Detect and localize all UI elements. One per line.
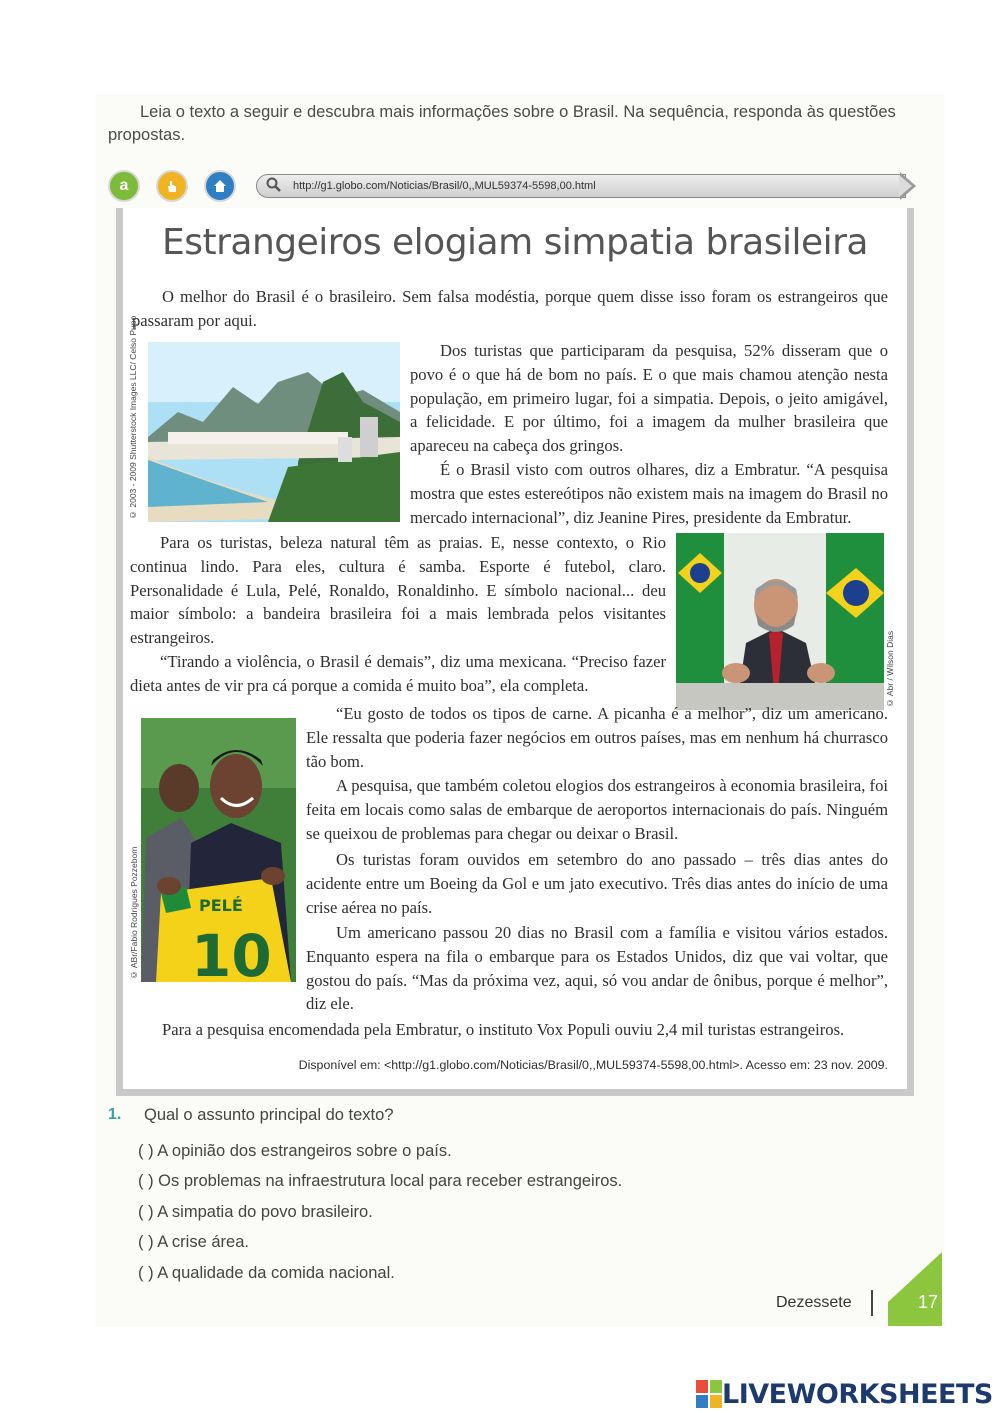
lula-photo-credit: © Abr / Wilson Dias (885, 630, 895, 708)
pele-photo-credit: © ABr/Fabio Rodrigues Pozzebom (129, 846, 139, 980)
page-word: Dezessete (776, 1294, 852, 1311)
intro-text: Leia o texto a seguir e descubra mais informações sobre o Brasil. Na sequência, responda às questões propostas. (108, 103, 896, 144)
liveworksheets-text: LIVEWORKSHEETS (722, 1378, 993, 1410)
search-icon (266, 177, 282, 193)
browser-bar (108, 166, 916, 208)
home-icon (204, 170, 236, 202)
page-number: 17 (918, 1292, 939, 1312)
url-text: http://g1.globo.com/Noticias/Brasil/0,,MUL59374-5598,00.html (293, 180, 596, 192)
article-paragraph-10: Para a pesquisa encomendada pela Embratur, o instituto Vox Populi ouviu 2,4 mil turistas estrangeiros. (162, 1020, 845, 1039)
article-paragraph-9: Um americano passou 20 dias no Brasil com a família e visitou vários estados. Enquanto espera na fila o embarque para os Estados Unidos, diz que vai voltar, que gostou do país. “Mas da próxima vez, aqui, só vou andar de ônibus, porque é melhor”, diz ele. (306, 923, 888, 1014)
source-citation: Disponível em: <http://g1.globo.com/Noticias/Brasil/0,,MUL59374-5598,00.html>. Acesso em: 23 nov. 2009. (298, 1058, 888, 1072)
rio-photo (148, 342, 400, 522)
question-text: Qual o assunto principal do texto? (144, 1106, 394, 1124)
footer-divider (871, 1290, 873, 1316)
url-arrow-icon (899, 175, 912, 197)
lula-photo (676, 533, 884, 710)
pele-photo (141, 718, 296, 982)
answer-option-2[interactable]: ( ) Os problemas na infraestrutura local para receber estrangeiros. (138, 1172, 623, 1190)
answer-option-4[interactable]: ( ) A crise área. (138, 1233, 249, 1251)
answer-option-3[interactable]: ( ) A simpatia do povo brasileiro. (138, 1203, 373, 1221)
answer-option-5[interactable]: ( ) A qualidade da comida nacional. (138, 1264, 395, 1282)
article-paragraph-6: “Eu gosto de todos os tipos de carne. A picanha é a melhor”, diz um americano. Ele ressalta que poderia fazer negócios em outros países, mas em nenhum há churrasco tão bom. (306, 704, 888, 771)
article-paragraph-8: Os turistas foram ouvidos em setembro do ano passado – três dias antes do acidente entre um Boeing da Gol e um jato executivo. Três dias antes do início de uma crise aérea no país. (306, 850, 888, 917)
article-paragraph-5: “Tirando a violência, o Brasil é demais”, diz uma mexicana. “Preciso fazer dieta antes de vir pra cá porque a comida é muito boa”, ela completa. (130, 652, 666, 695)
article-paragraph-7: A pesquisa, que também coletou elogios dos estrangeiros à economia brasileira, foi feita em locais como salas de embarque de aeroportos internacionais do país. Ninguém se queixou de problemas para chegar ou deixar o Brasil. (306, 776, 888, 843)
pele-shirt-name: PELÉ (199, 896, 243, 915)
article-paragraph-3: É o Brasil visto com outros olhares, diz a Embratur. “A pesquisa mostra que estes estereótipos não existem mais na imagem do Brasil no mercado internacional”, diz Jeanine Pires, presidente da Embratur. (410, 460, 888, 527)
article-paragraph-1: O melhor do Brasil é o brasileiro. Sem falsa modéstia, porque quem disse isso foram os estrangeiros que passaram por aqui. (132, 287, 888, 330)
question-number: 1. (108, 1106, 122, 1123)
url-bar (256, 174, 906, 198)
a-icon-label: a (119, 177, 129, 194)
rio-photo-credit: © 2003 - 2009 Shutterstock Images LLC/ Celso Pupo (128, 315, 138, 520)
liveworksheets-logo (696, 1377, 993, 1411)
pele-shirt-number: 10 (191, 922, 272, 982)
page-number-tab (888, 1252, 942, 1326)
hand-icon (156, 170, 188, 202)
answer-option-1[interactable]: ( ) A opinião dos estrangeiros sobre o país. (138, 1142, 452, 1160)
article-title: Estrangeiros elogiam simpatia brasileira (162, 222, 868, 263)
article-paragraph-4: Para os turistas, beleza natural têm as praias. E, nesse contexto, o Rio continua lindo. Para eles, cultura é samba. Esporte é futebol, claro. Personalidade é Lula, Pelé, Ronaldo, Ronaldinho. E símbolo nacional... deu maior símbolo: a bandeira brasileira foi a mais lembrada pelos visitantes estrangeiros. (130, 533, 666, 648)
article-paragraph-2: Dos turistas que participaram da pesquisa, 52% disseram que o povo é o que há de bom no país. E o que mais chamou atenção nesta população, em primeiro lugar, foi a simpatia. Depois, o jeito amigável, a felicidade. E por último, foi a imagem da mulher brasileira que apareceu na cabeça dos gringos. (410, 341, 888, 456)
liveworksheets-icon (696, 1380, 722, 1408)
a-icon (108, 170, 140, 202)
